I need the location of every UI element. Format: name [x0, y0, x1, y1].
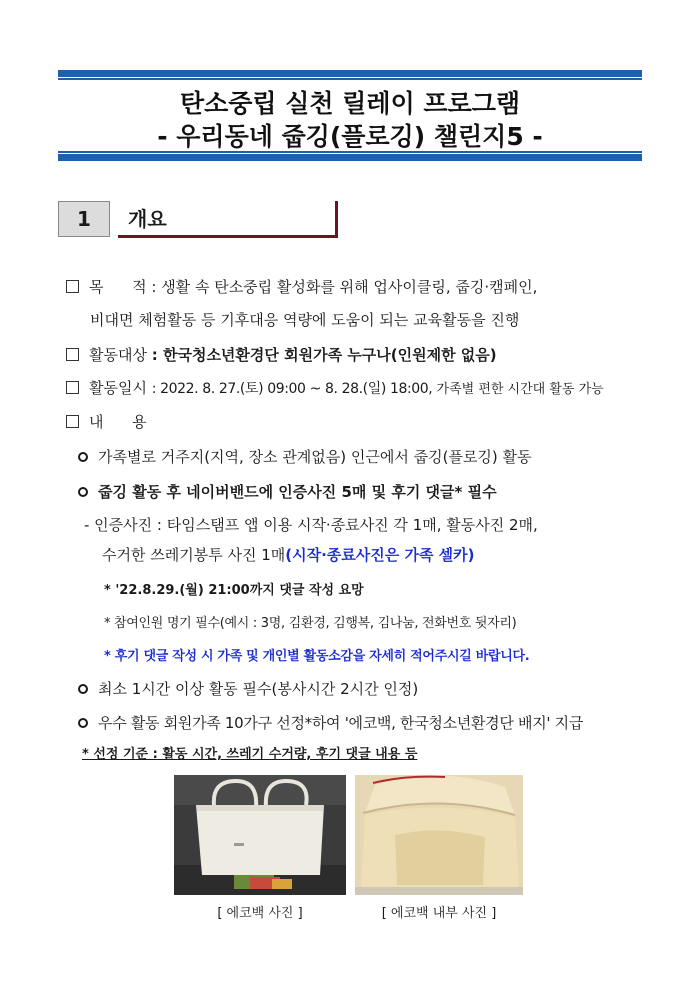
- eco-bag-inside-photo: [355, 775, 523, 895]
- page-title-line1: 탄소중립 실천 릴레이 프로그램: [179, 89, 521, 118]
- photo-caption-1: [ 에코백 사진 ]: [217, 906, 303, 921]
- target-text: : 한국청소년환경단 회원가족 누구나(인원제한 없음): [151, 346, 497, 364]
- content-bullet-3-text: 최소 1시간 이상 활동 필수(봉사시간 2시간 인정): [98, 680, 419, 698]
- note-3: * 후기 댓글 작성 시 가족 및 개인별 활동소감을 자세히 적어주시길 바랍니다.: [104, 649, 530, 664]
- bullet-circle-icon: [78, 718, 88, 728]
- note-2: * 참여인원 명기 필수(예시 : 3명, 김환경, 김행복, 김나눔, 전화번호 뒷자리): [104, 616, 517, 631]
- checkbox-square-icon: [66, 280, 79, 293]
- content-row: [66, 411, 147, 433]
- bullet-circle-icon: [78, 684, 88, 694]
- checkbox-square-icon: [66, 415, 79, 428]
- checkbox-square-icon: [66, 348, 79, 361]
- note-4: * 선정 기준 : 활동 시간, 쓰레기 수거량, 후기 댓글 내용 등: [82, 747, 418, 762]
- purpose-row: [66, 276, 537, 298]
- content-bullet-2-text: 줍깅 활동 후 네이버밴드에 인증사진 5매 및 후기 댓글* 필수: [98, 483, 497, 501]
- content-label: 내 용: [89, 413, 147, 431]
- date-row: [66, 377, 604, 401]
- content-bullet-1-text: 가족별로 거주지(지역, 장소 관계없음) 인근에서 줍깅(플로깅) 활동: [98, 448, 532, 466]
- section-title: 개요: [128, 207, 167, 231]
- bullet-circle-icon: [78, 487, 88, 497]
- content-bullet-2: [78, 481, 497, 503]
- date-text: : 2022. 8. 27.(토) 09:00 ~ 8. 28.(일) 18:00,: [151, 381, 433, 397]
- title-rule-top-thick: [58, 70, 642, 77]
- purpose-text-1: : 생활 속 탄소중립 활성화를 위해 업사이클링, 줍깅·캠페인,: [151, 278, 538, 296]
- date-label: 활동일시: [89, 379, 147, 397]
- purpose-text-2: 비대면 체험활동 등 기후대응 역량에 도움이 되는 교육활동을 진행: [90, 311, 520, 329]
- title-rule-bottom-thick: [58, 154, 642, 161]
- bullet-circle-icon: [78, 452, 88, 462]
- target-row: [66, 344, 497, 366]
- content-dash-1: - 인증사진 : 타임스탬프 앱 이용 시작·종료사진 각 1매, 활동사진 2매,: [84, 516, 538, 534]
- content-bullet-3: [78, 678, 418, 700]
- title-rule-bottom-thin: [58, 151, 642, 153]
- purpose-label: 목 적: [89, 278, 147, 296]
- section-number: 1: [58, 201, 110, 237]
- content-bullet-4: [78, 712, 583, 734]
- content-dash-2-highlight: (시작·종료사진은 가족 셀카): [285, 546, 475, 564]
- target-label: 활동대상: [89, 346, 147, 364]
- content-dash-2: [102, 544, 475, 566]
- title-rule-top-thin: [58, 78, 642, 80]
- note-1: * '22.8.29.(월) 21:00까지 댓글 작성 요망: [104, 583, 364, 598]
- content-bullet-1: [78, 446, 532, 468]
- eco-bag-photo: [174, 775, 346, 895]
- photo-caption-2: [ 에코백 내부 사진 ]: [381, 906, 497, 921]
- content-dash-2-text: 수거한 쓰레기봉투 사진 1매: [102, 546, 286, 564]
- date-note: 가족별 편한 시간대 활동 가능: [432, 382, 604, 397]
- page-title-line2: - 우리동네 줍깅(플로깅) 챌린지5 -: [157, 122, 543, 151]
- checkbox-square-icon: [66, 381, 79, 394]
- content-bullet-4-text: 우수 활동 회원가족 10가구 선정*하여 '에코백, 한국청소년환경단 배지' 지급: [98, 714, 584, 732]
